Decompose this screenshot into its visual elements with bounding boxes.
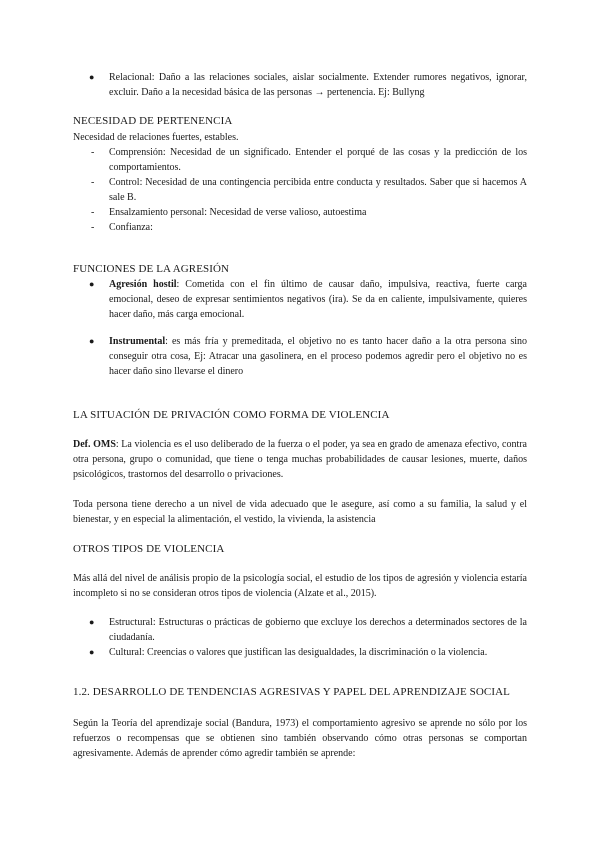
bullet-icon: ● — [89, 279, 95, 289]
list-item — [73, 205, 527, 220]
item-label: Ensalzamiento personal — [109, 207, 205, 218]
list-item — [73, 334, 527, 379]
list-item — [73, 220, 527, 235]
funciones-title: FUNCIONES DE LA AGRESIÓN — [73, 263, 230, 275]
def-label: Def. OMS — [73, 439, 116, 450]
pertenencia-intro: Necesidad de relaciones fuertes, estables. — [73, 132, 239, 143]
pertenencia-list — [73, 145, 527, 235]
funciones-hostil-list — [73, 277, 527, 322]
relacional-label: Relacional — [109, 72, 152, 83]
item-label: Control — [109, 177, 140, 188]
arrow-icon: → — [314, 87, 325, 98]
hostil-text: : Cometida con el fin último de causar daño, impulsiva, reactiva, fuerte carga emocional, deseo de expresar sentimientos negativos (ira). Se da en caliente, impulsivamente, quieres hacer daño, más carga emocional. — [109, 279, 527, 320]
otros-title: OTROS TIPOS DE VIOLENCIA — [73, 543, 225, 555]
dash-icon: - — [91, 147, 95, 158]
item-label: Estructural — [109, 617, 153, 628]
instrumental-label: Instrumental — [109, 336, 166, 347]
bullet-icon: ● — [89, 72, 95, 82]
pertenencia-title: NECESIDAD DE PERTENENCIA — [73, 115, 233, 127]
list-item — [73, 175, 527, 205]
item-text: : Estructuras o prácticas de gobierno que excluye los derechos a determinados sectores de la ciudadanía. — [109, 617, 527, 643]
otros-list — [73, 615, 527, 660]
privacion-derecho: Toda persona tiene derecho a un nivel de vida adecuado que le asegure, así como a su familia, la salud y el bienestar, y en especial la alimentación, el vestido, la vivienda, la asistencia — [73, 499, 527, 525]
list-item — [73, 645, 527, 660]
item-label: Comprensión — [109, 147, 163, 158]
desarrollo-title: 1.2. DESARROLLO DE TENDENCIAS AGRESIVAS Y PAPEL DEL APRENDIZAJE SOCIAL — [73, 686, 510, 698]
item-text: : — [150, 222, 153, 233]
dash-icon: - — [91, 207, 95, 218]
hostil-label: Agresión hostil — [109, 279, 177, 290]
bullet-icon: ● — [89, 617, 95, 627]
relacional-after: pertenencia. Ej: Bullyng — [324, 87, 425, 98]
list-item — [73, 615, 527, 645]
item-text: : Necesidad de un significado. Entender el porqué de las cosas y la predicción de los comportamientos. — [109, 147, 527, 173]
dash-icon: - — [91, 177, 95, 188]
def-text: : La violencia es el uso deliberado de la fuerza o el poder, ya sea en grado de amenaza efectivo, contra otra persona, grupo o comunidad, que tiene o tenga muchas probabilidades de causar lesiones, muerte, daños psicológicos, trastornos del desarrollo o privaciones. — [73, 439, 527, 480]
list-item — [73, 145, 527, 175]
instrumental-text: : es más fría y premeditada, el objetivo no es tanto hacer daño a la otra persona sino conseguir otra cosa, Ej: Atracar una gasolinera, en el proceso podemos agredir pero el objetivo no es hacer daño sino llevarse el dinero — [109, 336, 527, 377]
bullet-icon: ● — [89, 336, 95, 346]
funciones-instrumental-list — [73, 334, 527, 379]
item-text: : Necesidad de una contingencia percibida entre conducta y resultados. Saber que si hacemos A sale B. — [109, 177, 527, 203]
relacional-text: : Daño a las relaciones sociales, aislar socialmente. Extender rumores negativos, ignorar, excluir. Daño a la necesidad básica de las personas — [109, 72, 527, 98]
privacion-definition — [73, 437, 527, 482]
desarrollo-para: Según la Teoría del aprendizaje social (Bandura, 1973) el comportamiento agresivo se aprende no sólo por los refuerzos o recompensas que se obtienen sino también observando cómo otras personas se comportan agresivamente. Además de aprender cómo agredir también se aprende: — [73, 718, 527, 759]
relacional-list — [73, 70, 527, 100]
item-text: : Necesidad de verse valioso, autoestima — [204, 207, 367, 218]
dash-icon: - — [91, 222, 95, 233]
list-item — [73, 70, 527, 100]
bullet-icon: ● — [89, 647, 95, 657]
privacion-title: LA SITUACIÓN DE PRIVACIÓN COMO FORMA DE VIOLENCIA — [73, 409, 390, 421]
otros-para: Más allá del nivel de análisis propio de la psicología social, el estudio de los tipos de agresión y violencia estaría incompleto si no se consideran otros tipos de violencia (Alzate et al., 2015). — [73, 573, 527, 599]
item-text: : Creencias o valores que justifican las desigualdades, la discriminación o la violencia. — [141, 647, 488, 658]
item-label: Cultural — [109, 647, 142, 658]
list-item — [73, 277, 527, 322]
item-label: Confianza — [109, 222, 151, 233]
